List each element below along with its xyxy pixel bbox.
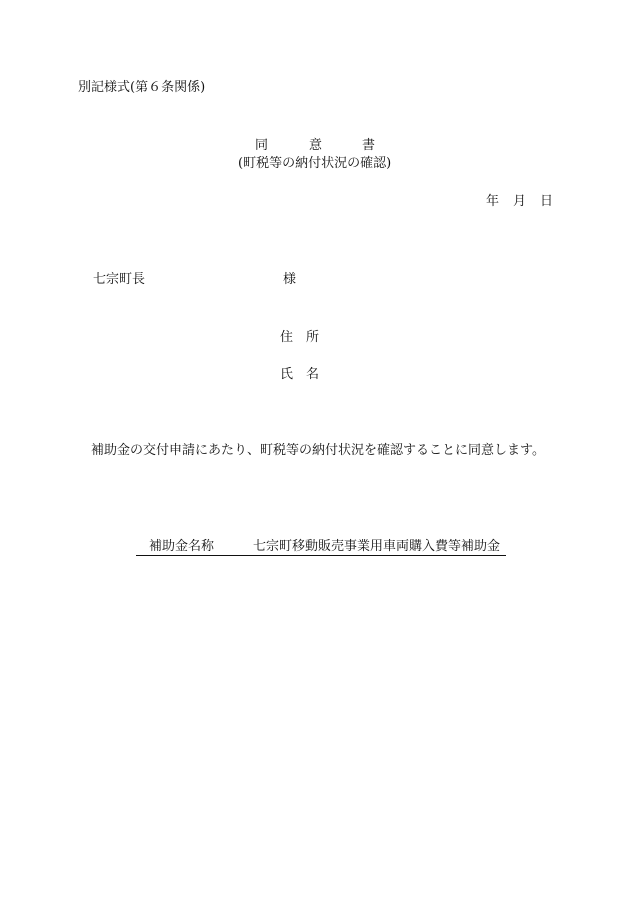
- title-char: 同: [255, 138, 269, 153]
- name-label-char: 名: [306, 367, 320, 382]
- date-year-label: 年: [486, 194, 500, 209]
- subsidy-name-line: [136, 539, 506, 556]
- document-subtitle: (町税等の納付状況の確認): [238, 156, 392, 171]
- addressee-honorific: 様: [283, 272, 297, 287]
- subsidy-label: 補助金名称: [149, 539, 215, 554]
- addressee-name: 七宗町長: [93, 272, 146, 287]
- date-day-label: 日: [540, 194, 554, 209]
- title-char: 書: [362, 138, 376, 153]
- consent-statement: 補助金の交付申請にあたり、町税等の納付状況を確認することに同意します。: [91, 443, 545, 458]
- name-label-char: 氏: [280, 367, 294, 382]
- date-month-label: 月: [513, 194, 527, 209]
- address-label-char: 所: [306, 330, 320, 345]
- address-label-char: 住: [280, 330, 294, 345]
- form-reference: 別記様式(第６条関係): [78, 80, 206, 95]
- subsidy-name: 七宗町移動販売事業用車両購入費等補助金: [253, 539, 501, 554]
- title-char: 意: [309, 138, 323, 153]
